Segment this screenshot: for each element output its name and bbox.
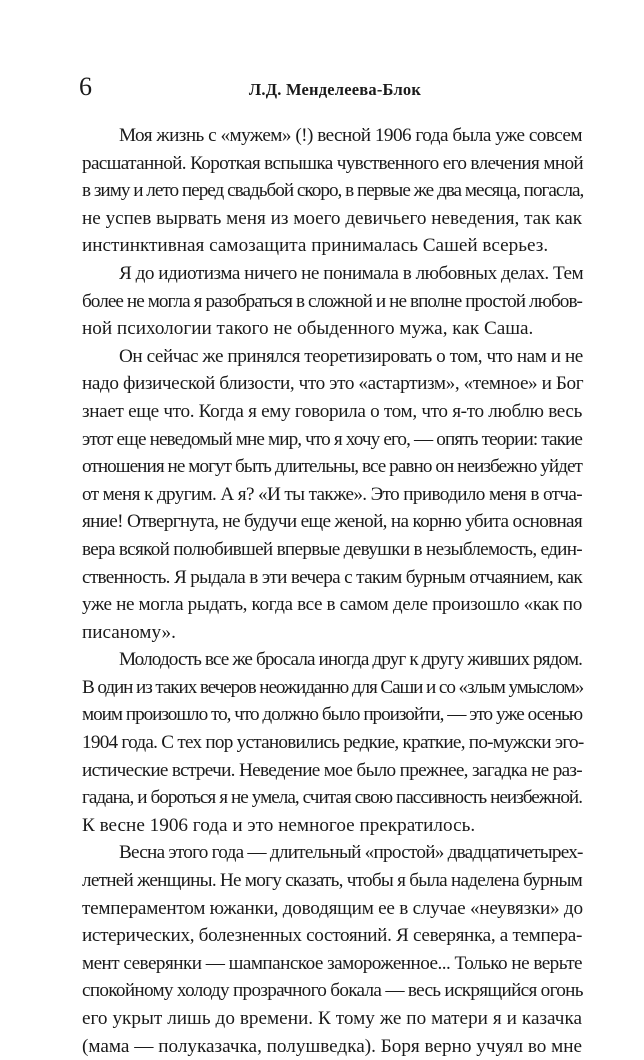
text-line: Молодость все же бросала иногда друг к другу живших рядом.	[119, 649, 582, 671]
text-line: его укрыт лишь до времени. К тому же по матери я и казачка	[82, 1008, 582, 1029]
paragraph-5	[82, 839, 582, 1060]
text-line: К весне 1906 года и это немногое прекратилось.	[82, 814, 476, 836]
text-line: 1904 года. С тех пор установились редкие, краткие, по-мужски эго-	[82, 732, 584, 754]
text-line: темпераментом южанки, доводящим ее в случае «неувязки» до	[82, 897, 583, 919]
text-line: писаному».	[82, 621, 176, 643]
text-line: надо физической близости, что это «астартизм», «темное» и Бог	[82, 373, 584, 395]
text-line: в зиму и лето перед свадьбой скоро, в первые же два месяца, погасла,	[82, 180, 584, 202]
text-line: знает еще что. Когда я ему говорила о том, что я-то люблю весь	[82, 400, 582, 422]
text-line: Я до идиотизма ничего не понимала в любовных делах. Тем	[119, 262, 584, 284]
text-line: инстинктивная самозащита принималась Сашей всерьез.	[82, 235, 549, 257]
paragraph-4	[82, 646, 582, 839]
running-title: Л.Д. Менделеева-Блок	[248, 80, 422, 99]
text-line: летней женщины. Не могу сказать, чтобы я была наделена бурным	[82, 870, 582, 892]
text-line: Моя жизнь с «мужем» (!) весной 1906 года была уже совсем	[119, 125, 582, 146]
text-line: ной психологии такого не обыденного мужа, как Саша.	[82, 318, 534, 340]
paragraph-2	[82, 260, 582, 343]
text-line: мент северянки — шампанское замороженное... Только не верьте	[82, 952, 582, 974]
text-line: (мама — полуказачка, полушведка). Боря верно учуял во мне	[82, 1035, 583, 1057]
paragraph-3	[82, 343, 582, 647]
text-line: Весна этого года — длительный «простой» двадцатичетырех-	[119, 842, 583, 864]
text-line: истические встречи. Неведение мое было прежнее, загадка не раз-	[82, 759, 582, 781]
text-line: вера всякой полюбившей впервые девушки в незыблемость, един-	[82, 538, 582, 560]
text-line: более не могла я разобраться в сложной и не вполне простой любов-	[82, 290, 582, 312]
text-line: спокойному холоду прозрачного бокала — весь искрящийся огонь	[82, 980, 583, 1002]
text-line: истерических, болезненных состояний. Я северянка, а темпера-	[82, 925, 582, 947]
page-number: 6	[79, 72, 92, 101]
text-line: этот еще неведомый мне мир, что я хочу его, — опять теории: такие	[82, 428, 582, 450]
text-line: Он сейчас же принялся теоретизировать о том, что нам и не	[119, 345, 583, 367]
text-line: от меня к другим. А я? «И ты также». Это приводило меня в отча-	[82, 483, 582, 505]
text-line: ственность. Я рыдала в эти вечера с таким бурным отчаянием, как	[82, 566, 582, 588]
text-line: уже не могла рыдать, когда все в самом деле произошло «как по	[82, 594, 582, 616]
text-line: гадана, и бороться я не умела, считая свою пассивность неизбежной.	[82, 787, 582, 809]
text-line: отношения не могут быть длительны, все равно он неизбежно уйдет	[82, 456, 582, 478]
text-line: В один из таких вечеров неожиданно для Саши и со «злым умыслом»	[82, 676, 584, 698]
text-line: не успев вырвать меня из моего девичьего неведения, так как	[82, 207, 582, 229]
text-line: расшатанной. Короткая вспышка чувственного его влечения мной	[82, 152, 584, 174]
text-line: моим произошло то, что должно было произойти, — это уже осенью	[82, 704, 582, 726]
main-text	[82, 122, 582, 1060]
paragraph-1	[82, 122, 582, 260]
text-line: яние! Отвергнута, не будучи еще женой, на корню убита основная	[82, 511, 582, 533]
